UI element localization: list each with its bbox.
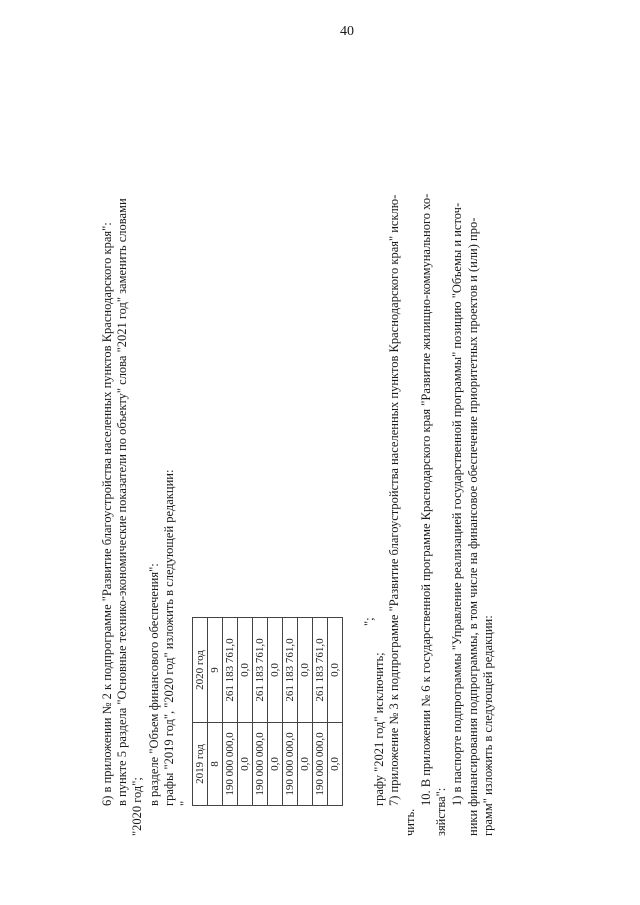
text-line: в пункте 5 раздела "Основные технико-экономические показатели по объекту" слова "2021 год" заменить словами xyxy=(115,198,129,806)
table-cell: 190 000 000,0 xyxy=(283,723,298,806)
table-cell: 0,0 xyxy=(328,723,343,806)
table-cell: 0,0 xyxy=(298,723,313,806)
table-cell: 0,0 xyxy=(298,618,313,723)
column-number: 9 xyxy=(208,618,223,723)
text-line: зяйства": xyxy=(434,787,448,836)
text-line: чить. xyxy=(403,808,417,836)
table-cell: 261 183 761,0 xyxy=(313,618,328,723)
table-cell: 190 000 000,0 xyxy=(223,723,238,806)
table-cell: 190 000 000,0 xyxy=(253,723,268,806)
table-cell: 261 183 761,0 xyxy=(253,618,268,723)
financing-table xyxy=(192,617,343,806)
text-line: графу "2021 год" исключить; xyxy=(372,652,386,806)
table-cell: 261 183 761,0 xyxy=(223,618,238,723)
table-cell: 0,0 xyxy=(238,618,253,723)
text-line: "2020 год"; xyxy=(130,777,144,836)
table-cell: 0,0 xyxy=(268,618,283,723)
table-header: 2019 год xyxy=(193,723,208,806)
open-quote: " xyxy=(178,800,192,806)
table-cell: 0,0 xyxy=(328,618,343,723)
text-line: 7) приложение № 3 к подпрограмме "Развитие благоустройства населенных пунктов Краснодарского края" исклю- xyxy=(387,194,401,806)
table-header: 2020 год xyxy=(193,618,208,723)
text-line: в разделе "Объем финансового обеспечения": xyxy=(147,563,161,806)
table-cell: 0,0 xyxy=(268,723,283,806)
table-cell: 190 000 000,0 xyxy=(313,723,328,806)
close-quote: "; xyxy=(362,617,376,626)
table-cell: 261 183 761,0 xyxy=(283,618,298,723)
text-line: ники финансирования подпрограммы, в том числе на финансовое обеспечение приоритетных проектов и (или) про- xyxy=(466,217,480,836)
text-line: 6) в приложении № 2 к подпрограмме "Развитие благоустройства населенных пунктов Краснодарского края": xyxy=(100,222,114,806)
column-number: 8 xyxy=(208,723,223,806)
document-body xyxy=(100,96,560,836)
text-line: 10. В приложении № 6 к государственной программе Краснодарского края "Развитие жилищно-коммунального хо- xyxy=(419,193,433,806)
page-number: 40 xyxy=(340,24,354,39)
text-line: графы "2019 год", "2020 год" изложить в следующей редакции: xyxy=(162,469,176,806)
table-cell: 0,0 xyxy=(238,723,253,806)
text-line: 1) в паспорте подпрограммы "Управление реализацией государственной программы" позицию "Объемы и источ- xyxy=(450,202,464,806)
text-line: грамм" изложить в следующей редакции: xyxy=(481,615,495,836)
